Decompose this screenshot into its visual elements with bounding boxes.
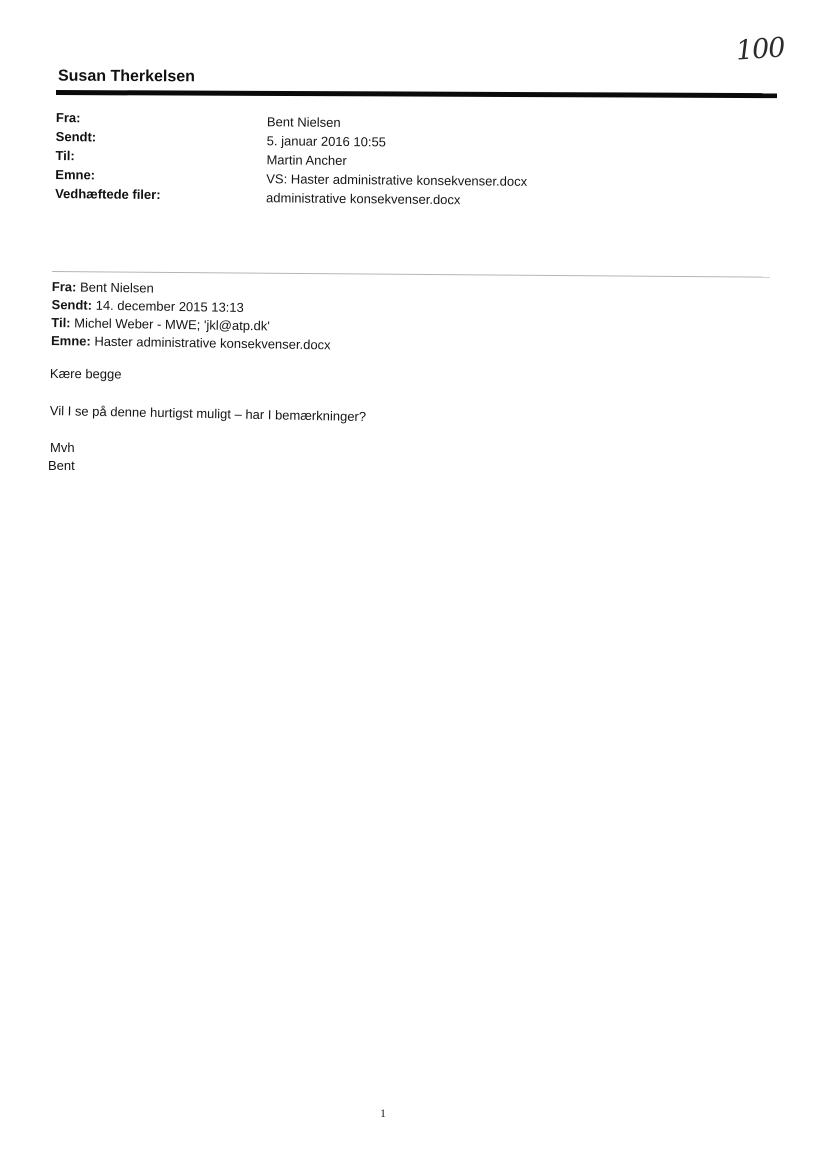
quoted-label-to: Til:	[51, 314, 71, 331]
header-label-sent: Sendt:	[55, 128, 97, 145]
quoted-message-header	[51, 279, 612, 360]
quoted-value-subject: Haster administrative konsekvenser.docx	[94, 333, 331, 353]
header-value-attachments: administrative konsekvenser.docx	[266, 190, 461, 208]
email-header-table	[55, 110, 616, 211]
header-label-to: Til:	[55, 147, 75, 164]
message-signature: Bent	[48, 458, 75, 473]
message-closing: Mvh	[50, 440, 75, 455]
message-body: Vil I se på denne hurtigst muligt – har I bemærkninger?	[49, 403, 367, 425]
header-label-subject: Emne:	[55, 166, 96, 183]
quoted-label-sent: Sendt:	[51, 296, 93, 313]
handwritten-page-annotation: 100	[734, 32, 786, 67]
heavy-divider	[56, 90, 777, 98]
header-value-subject: VS: Haster administrative konsekvenser.docx	[266, 171, 528, 189]
message-greeting: Kære begge	[49, 366, 122, 382]
quoted-value-from: Bent Nielsen	[79, 279, 154, 296]
mailbox-owner-name: Susan Therkelsen	[57, 67, 195, 86]
quoted-message-divider	[52, 271, 770, 278]
header-label-from: Fra:	[55, 110, 81, 126]
page-number: 1	[380, 1106, 386, 1120]
header-label-attachments: Vedhæftede filer:	[55, 185, 161, 203]
header-value-sent: 5. januar 2016 10:55	[266, 133, 387, 150]
quoted-value-sent: 14. december 2015 13:13	[95, 297, 244, 316]
header-value-from: Bent Nielsen	[266, 114, 341, 130]
header-value-to: Martin Ancher	[266, 152, 347, 169]
quoted-label-subject: Emne:	[50, 332, 91, 349]
quoted-value-to: Michel Weber - MWE; 'jkl@atp.dk'	[74, 315, 270, 334]
quoted-label-from: Fra:	[51, 279, 77, 295]
